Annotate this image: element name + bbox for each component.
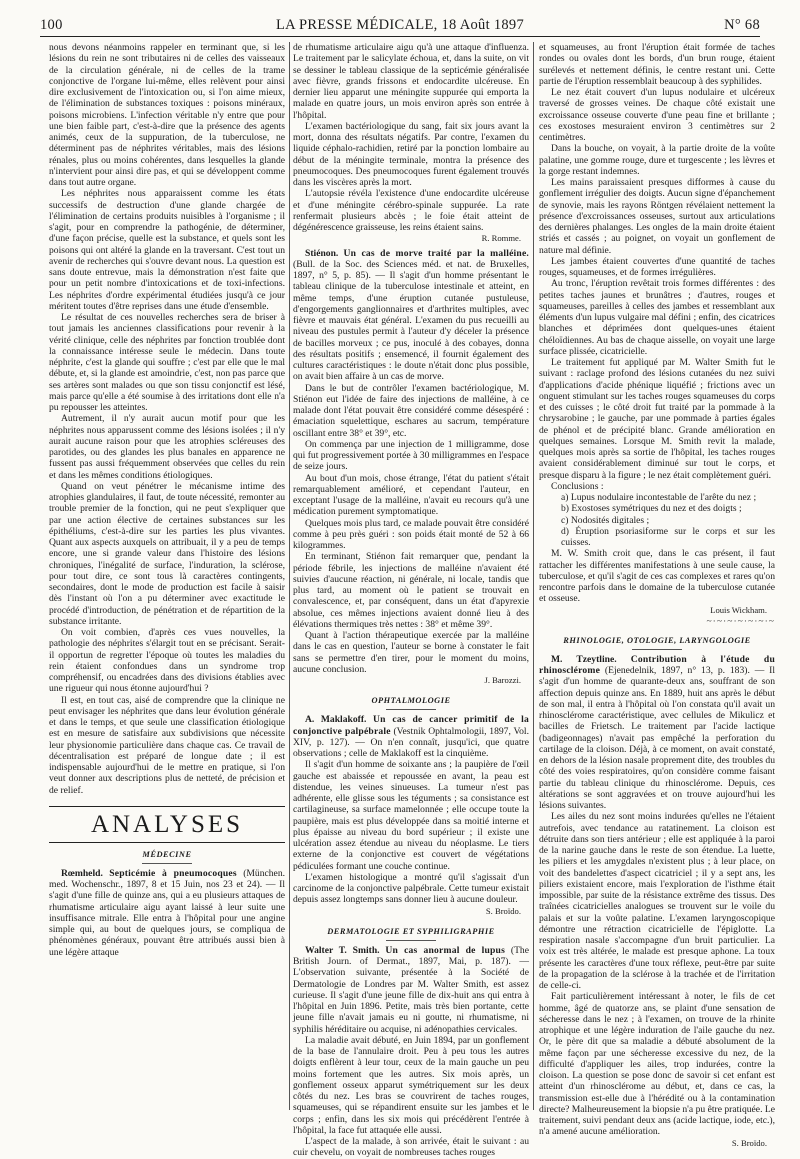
paragraph: En terminant, Stiénon fait remarquer que, pendant la période fébrile, les injections de malléine n'avaient été suivies d'aucune réaction, ni générale, ni locale, tandis que plus tard, au moment où le patient se trouvait en convalescence, et, par conséquent, dans un état d'apyrexie absolue, ces mêmes injections avaient donné lieu à des élévations thermiques très nettes : 38° et même 39°. — [293, 551, 529, 630]
paragraph: Quand on veut pénétrer le mécanisme intime des atrophies glandulaires, il faut, de toute nécessité, remonter au trouble premier de la fonction, qui ne peut s'expliquer que par une action élective de certaines substances sur les épithéliums, c'est-à-dire sur les parties les plus vivantes. Quant aux aspects auxquels on attribuait, il y a peu de temps encore, une si grande valeur dans l'histoire des lésions chroniques, l'inégalité de surface, l'induration, la sclérose, pour tout dire, ce sont tous là caractères contingents, secondaires, dont le mode de production est facile à saisir dès l'instant où l'on a pu déterminer avec exactitude le procédé d'introduction, de pénétration et de répartition de la substance irritante. — [49, 480, 285, 627]
paragraph: Dans le but de contrôler l'examen bactériologique, M. Stiénon eut l'idée de faire des injections de malléine, à ce malade dont l'état pouvait être considéré comme désespéré : émaciation squelettique, eschares au sacrum, température oscillant entre 38° et 39°, etc. — [293, 382, 529, 439]
paragraph: La maladie avait débuté, en Juin 1894, par un gonflement de la base de l'annulaire droit. Peu à peu tous les autres doigts enflèrent à leur tour, ceux de la main gauche un peu moins fortement que les autres. Six mois après, un gonflement osseux apparut symétriquement sur les deux côtés du nez. Les bras se couvrirent de taches rouges, squameuses, qui se répandirent ensuite sur les jambes et le corps ; enfin, dans les six mois qui précédèrent l'entrée à l'hôpital, la face fut attaquée elle aussi. — [293, 1034, 529, 1136]
journal-title: LA PRESSE MÉDICALE, 18 Août 1897 — [275, 17, 525, 33]
column-1 — [49, 42, 285, 1112]
signature: J. Barozzi. — [484, 675, 521, 685]
article-title: Un cas de cancer primitif de la conjonctive palpébrale — [293, 714, 529, 737]
article-text: (Ejenedelnik, 1897, n° 13, p. 183). — Il s'agit d'un homme de quarante-deux ans, souffrant de son affection depuis quinze ans. En 1889, huit ans après le début de son mal, il entra à l'hôpital où l'on constata qu'il avait un rhinosclérome caractéristique, avec cellules de Mikulicz et bacilles de Frietsch. Le traitement par l'acide lactique (badigeonnages) n'avait pas empêché la perforation du cartilage de la cloison. Déjà, à ce moment, on avait constaté, en dehors de la lésion nasale proprement dite, des troubles du côté des voies respiratoires, qu'on considère comme faisant partie du tableau clinique du rhinosclérome. Depuis, ces altérations se sont aggravées et on trouve aujourd'hui les lésions suivantes. — [539, 665, 775, 811]
paragraph: Il est, en tout cas, aisé de comprendre que la clinique ne peut envisager les néphrites que dans leur évolution générale et dans le temps, et que seule une classification étiologique est en mesure de satisfaire aux subdivisions que nécessite leur physionomie particulière dans chaque cas. Ce travail de décentralisation est préparé de longue date ; il est indispensable aujourd'hui de le mettre en pratique, si l'on veut donner aux descriptions plus de netteté, de précision et de relief. — [49, 694, 285, 796]
paragraph: L'examen histologique a montré qu'il s'agissait d'un carcinome de la conjonctive palpébrale. Cette tumeur existait depuis assez longtemps sans donner lieu à aucune douleur. — [293, 871, 529, 906]
paragraph: L'examen bactériologique du sang, fait six jours avant la mort, donna des résultats négatifs. Par contre, l'examen du liquide céphalo-rachidien, retiré par la ponction lombaire au début de la méningite terminale, montra la présence des pneumocoques. Des pneumocoques furent également trouvés dans les viscères après la mort. — [293, 120, 529, 188]
article-smith — [293, 945, 529, 1035]
article-tzeytline — [539, 654, 775, 812]
paragraph: Le résultat de ces nouvelles recherches sera de briser à tout jamais les anciennes classifications pour revenir à la vérité clinique, celle des néphrites par fonction troublée dont la connaissance intéresse seule le médecin. Dans toute néphrite, c'est la glande qui souffre ; c'est par elle que le mal débute, et, si la glande est amoindrie, c'est, non pas parce que ses artères sont malades ou que son tissu conjonctif est lésé, mais parce qu'elle a été soumise à des irritations dont elle n'a pu repousser les atteintes. — [49, 312, 285, 413]
paragraph: Le traitement fut appliqué par M. Walter Smith fut le suivant : raclage profond des lésions cutanées du nez suivi d'applications d'acide phénique liquéfié ; frictions avec un onguent stimulant sur les taches rouges squameuses du corps et des cuisses ; le côté droit fut traité par la pommade à la chrysarobine ; le gauche, par une pommade à parties égales de phénol et de précipité blanc. Grande amélioration en quelques semaines. Lorsque M. Smith revit la malade, quelques mois après sa sortie de l'hôpital, les taches rouges avaient considérablement diminué sur tout le corps, et presque disparu à la figure ; le nez était complètement guéri. — [539, 357, 775, 481]
paragraph: L'aspect de la malade, à son arrivée, était le suivant : au cuir chevelu, on voyait de nombreuses taches rouges — [293, 1136, 529, 1159]
section-rule — [386, 709, 436, 710]
section-rule — [632, 649, 682, 650]
column-2 — [293, 42, 530, 1159]
column-divider-2 — [533, 42, 534, 1110]
paragraph: Les ailes du nez sont moins indurées qu'elles ne l'étaient autrefois, avec tendance au ratatinement. La cloison est détruite dans son tiers antérieur ; elle est appliquée à la paroi de la narine gauche dans le reste de son étendue. La luette, les piliers et les amygdales n'existent plus ; à leur place, on voit des bandelettes d'aspect cicatriciel ; il y a sept ans, les piliers existaient encore, mais l'exploration de l'isthme était impossible, par suite de la résistance extrême des tissus. Des traînées cicatricielles analogues se trouvent sur le voile du palais et sur la voûte palatine. L'examen laryngoscopique démontre une rétraction cicatricielle de l'épiglotte. La respiration nasale s'accompagne d'un bruit particulier. La voix est très altérée, le malade est presque aphone. La toux présente les caractères d'une toux réflexe, peut-être par suite de la propagation de la sclérose à la trachée et de l'irritation de celle-ci. — [539, 811, 775, 991]
article-stienon — [293, 248, 529, 383]
paragraph: Les néphrites nous apparaissent comme les états successifs de destruction d'une glande chargée de l'élimination de certains produits nuisibles à l'organisme ; il s'agit, pour en comprendre la pathogénie, de déterminer, d'une façon précise, quelle est la substance, et quels sont les poisons qui ont altéré la glande en la traversant. C'est tout un avenir de recherches qui s'ouvre devant nous. La question est sans doute entrevue, mais la démonstration n'est faite que pour un petit nombre d'intoxications et de toxi-infections. Les néphrites d'ordre expérimental étudiées jusqu'à ce jour méritent toutes d'être reprises dans une étude d'ensemble. — [49, 188, 285, 312]
section-heading-rhinologie: RHINOLOGIE, OTOLOGIE, LARYNGOLOGIE — [563, 635, 751, 645]
list-item: b) Exostoses symétriques du nez et des doigts ; — [561, 503, 742, 515]
article-text: (Bull. de la Soc. des Sciences méd. et nat. de Bruxelles, 1897, n° 5, p. 85). — Il s'agit d'un homme présentant le tableau clinique de la tuberculose intestinale et atteint, en même temps, d'une éruption cutanée pustuleuse, d'engorgements ganglionnaires et d'arthrites multiples, avec fièvre et mauvais état général. L'examen du pus recueilli au niveau des pustules permit à l'auteur d'y déceler la présence de bacilles morveux ; ce pus, inoculé à des cobayes, donna des résultats positifs ; ensemencé, il fournit également des cultures caractéristiques : le doute n'était donc plus possible, on avait bien affaire à un cas de morve. — [293, 258, 529, 383]
page-number: 100 — [40, 17, 63, 33]
section-heading-ophtalmologie: OPHTALMOLOGIE — [371, 696, 451, 706]
signature: S. Broïdo. — [485, 905, 521, 916]
paragraph: Fait particulièrement intéressant à noter, le fils de cet homme, âgé de quatorze ans, se plaint d'une sensation de sécheresse dans le nez ; à l'examen, on trouve de la rhinite atrophique et une légère induration de l'aile gauche du nez. Or, le père dit que sa maladie a débuté absolument de la même façon par une sécheresse excessive du nez, de la difficulté d'appliquer les ailes, trop indurées, contre la cloison. La question se pose donc de savoir si cet enfant est atteint d'un rhinosclérome au début, et, dans ce cas, la transmission est-elle due à l'hérédité ou à la contamination directe? Malheureusement la biopsie n'a pu être pratiquée. Le traitement, suivi pendant deux ans (acide lactique, iode, etc.), n'a amené aucune amélioration. — [539, 991, 775, 1138]
article-author: Rœmheld. — [61, 867, 103, 879]
paragraph: Quelques mois plus tard, ce malade pouvait être considéré comme à peu près guéri : son poids était monté de 52 à 66 kilogrammes. — [293, 517, 529, 551]
signature: R. Romme. — [481, 233, 521, 244]
paragraph: Quant à l'action thérapeutique exercée par la malléine dans le cas en question, l'auteur se borne à constater le fait sans se permettre d'en tirer, pour le moment du moins, aucune conclusion. — [293, 630, 529, 675]
list-item: c) Nodosités digitales ; — [561, 514, 650, 526]
page-header — [40, 14, 760, 37]
article-title: Un cas anormal de lupus — [385, 944, 506, 956]
article-title: Septicémie à pneumocoques — [109, 867, 237, 879]
paragraph: Le nez était couvert d'un lupus nodulaire et ulcéreux traversé de grosses veines. De chaque côté existait une excroissance osseuse couverte d'une peau fine et brillante ; ces exostoses mesuraient environ 3 centimètres sur 2 centimètres. — [539, 87, 775, 143]
section-heading-medecine: MÉDECINE — [142, 849, 192, 859]
paragraph: Au bout d'un mois, chose étrange, l'état du patient s'était remarquablement amélioré, et cependant l'auteur, en exceptant l'usage de la malléine, n'avait eu recours qu'à une médication purement symptomatique. — [293, 472, 529, 518]
article-title: Contribution à l'étude du rhinosclérome — [539, 653, 775, 676]
paragraph: de rhumatisme articulaire aigu qu'à une attaque d'influenza. Le traitement par le salicylate échoua, et, dans la suite, on vit se dessiner le tableau classique de la septicémie généralisée avec fièvre, grands frissons et endocardite ulcéreuse. En dernier lieu apparut une méningite suppurée qui emporta la malade en quatre jours, un mois environ après son entrée à l'hôpital. — [293, 42, 529, 121]
paragraph: Conclusions : — [551, 480, 604, 492]
conclusions-list — [539, 492, 775, 548]
signature: S. Broïdo. — [731, 1137, 767, 1148]
section-rule — [386, 940, 436, 941]
article-text: (The British Journ. of Dermat., 1897, Mai, p. 187). — L'observation suivante, présentée à la Société de Dermatologie de Londres par M. Walter Smith, est assez curieuse. Il s'agit d'une jeune fille de dix-huit ans qui entra à l'hôpital en Juin 1896. Petite, mais très bien portante, cette jeune fille n'avait jamais eu ni goutte, ni rhumatisme, ni syphilis héréditaire ou acquise, ni adénopathies cervicales. — [293, 944, 529, 1035]
article-roemheld — [49, 868, 285, 958]
paragraph: On commença par une injection de 1 milligramme, dose qui fut progressivement portée à 30 milligrammes en l'espace de seize jours. — [293, 438, 529, 473]
list-item: d) Éruption psoriasiforme sur le corps et sur les cuisses. — [561, 525, 775, 548]
paragraph: L'autopsie révéla l'existence d'une endocardite ulcéreuse et d'une méningite cérébro-spinale suppurée. La rate renfermait plusieurs abcès ; le foie était atteint de dégénérescence graisseuse, les reins étaient sains. — [293, 188, 529, 233]
paragraph: On voit combien, d'après ces vues nouvelles, la pathologie des néphrites s'élargit tout en se précisant. Serait-il opportun de regretter l'époque où toutes les maladies du rein étaient confondues dans un syndrome trop compréhensif, ou encadrées dans des divisions établies avec une rigueur qui nous étonne aujourd'hui ? — [49, 627, 285, 695]
paragraph: Les jambes étaient couvertes d'une quantité de taches rouges, squameuses, et de formes irrégulières. — [539, 255, 775, 278]
article-text: (Vestnik Ophtalmologii, 1897, Vol. XIV, p. 127). — On n'en connaît, jusqu'ici, que quatre observations ; celle de Maklakoff est la cinquième. — [293, 725, 529, 759]
section-heading-dermatologie: DERMATOLOGIE ET SYPHILIGRAPHIE — [327, 926, 495, 936]
article-title: Un cas de morve traité par la malléine. — [343, 247, 530, 259]
analyses-heading: ANALYSES — [49, 806, 285, 843]
article-author: Walter T. Smith. — [305, 944, 380, 956]
article-author: Stiénon. — [305, 247, 339, 259]
column-divider-1 — [289, 42, 290, 1110]
column-3 — [539, 42, 775, 1148]
article-maklakoff — [293, 714, 529, 759]
paragraph: Les mains paraissaient presques difformes à cause du gonflement irrégulier des doigts. Aucun signe d'épanchement de synovie, mais les rayons Röntgen révélaient nettement la présence d'excroissances osseuses, surtout aux articulations des dernières phalanges. Les ongles de la main droite étaient striés et cassés ; au poignet, on voyait un gonflement de nature mal définie. — [539, 177, 775, 256]
ornamental-divider: ~·~·~·~·~·~·~ — [706, 615, 775, 627]
paragraph: Autrement, il n'y aurait aucun motif pour que les néphrites nous apparussent comme des lésions isolées ; il n'y aurait aucune raison pour que les atrophies scléreuses des parotides, ou des glandes les plus banales en apparence ne fussent pas aussi fréquemment observées que celles du rein et dans les mêmes conditions étiologiques. — [49, 413, 285, 481]
article-text: (München. med. Wochenschr., 1897, 8 et 15 Juin, nos 23 et 24). — Il s'agit d'une fille de quinze ans, qui a eu plusieurs attaques de rhumatisme articulaire aigu ayant laissé à leur suite une insuffisance mitrale. Elle entra à l'hôpital pour une angine simple qui, au bout de quelques jours, se compliqua de phénomènes généraux, pouvant être attribués aussi bien à une légère attaque — [49, 867, 286, 958]
article-author: M. Tzeytline. — [551, 653, 617, 665]
paragraph: Dans la bouche, on voyait, à la partie droite de la voûte palatine, une gomme rouge, dure et turgescente ; les lèvres et la gorge restant indemnes. — [539, 143, 775, 177]
paragraph: M. W. Smith croit que, dans le cas présent, il faut rattacher les différentes manifestations à une seule cause, la tuberculose, et qu'il s'agit de ces cas complexes et rares qu'on rencontre parfois dans le domaine de la tuberculose cutanée et osseuse. — [539, 548, 775, 605]
paragraph: et squameuses, au front l'éruption était formée de taches rondes ou ovales dont les bords, d'un brun rouge, étaient surélevés et nettement définis, le centre restant uni. Cette partie de l'éruption ressemblait beaucoup à des syphilides. — [539, 42, 775, 87]
paragraph: Au tronc, l'éruption revêtait trois formes différentes : des petites taches jaunes et brunâtres ; d'autres, rouges et squameuses, pareilles à celles des jambes et ressemblant aux éléments d'un lupus vulgaire mal défini ; enfin, des cicatrices blanches et déprimées dont quelques-unes étaient chéloïdiennes. Au bas de chaque aisselle, on voyait une large surface plissée, cicatricielle. — [539, 278, 775, 357]
signature: Louis Wickham. — [710, 604, 767, 615]
paragraph: Il s'agit d'un homme de soixante ans ; la paupière de l'œil gauche est abaissée et repoussée en avant, la peau est distendue, les veines sinueuses. La tumeur n'est pas adhérente, elle glisse sous les téguments ; sa consistance est cartilagineuse, sa surface mamelonnée ; elle occupe toute la paupière, mais est plus développée dans sa moitié interne et plus épaisse au niveau du bord supérieur ; il existe une ulcération assez étendue au niveau du néoplasme. Le tiers externe de la conjonctive est couvert de végétations pédiculées formant une couche continue. — [293, 759, 529, 872]
section-rule — [142, 863, 192, 864]
issue-number: N° 68 — [724, 17, 760, 33]
paragraph: nous devons néanmoins rappeler en terminant que, si les lésions du rein ne sont tributaires ni de celles des vaisseaux de la circulation générale, ni de celles de la trame conjonctive de l'organe lui-même, elles relèvent pour ainsi dire exclusivement de l'intoxication ou, si l'on aime mieux, de l'élimination de substances toxiques : poisons minéraux, poisons microbiens. L'infection véritable n'y entre que pour une bien faible part, c'est-à-dire que la présence des agents animés, ceux de la suppuration, de la tuberculose, ne déterminent pas de néphrites véritables, mais des lésions rénales, plus ou moins cohérentes, dans lesquelles la glande n'intervient pour ainsi dire pas, et qui se développent comme dans tout autre organe. — [49, 42, 285, 188]
article-author: A. Maklakoff. — [305, 714, 367, 726]
list-item: a) Lupus nodulaire incontestable de l'arête du nez ; — [561, 492, 757, 503]
